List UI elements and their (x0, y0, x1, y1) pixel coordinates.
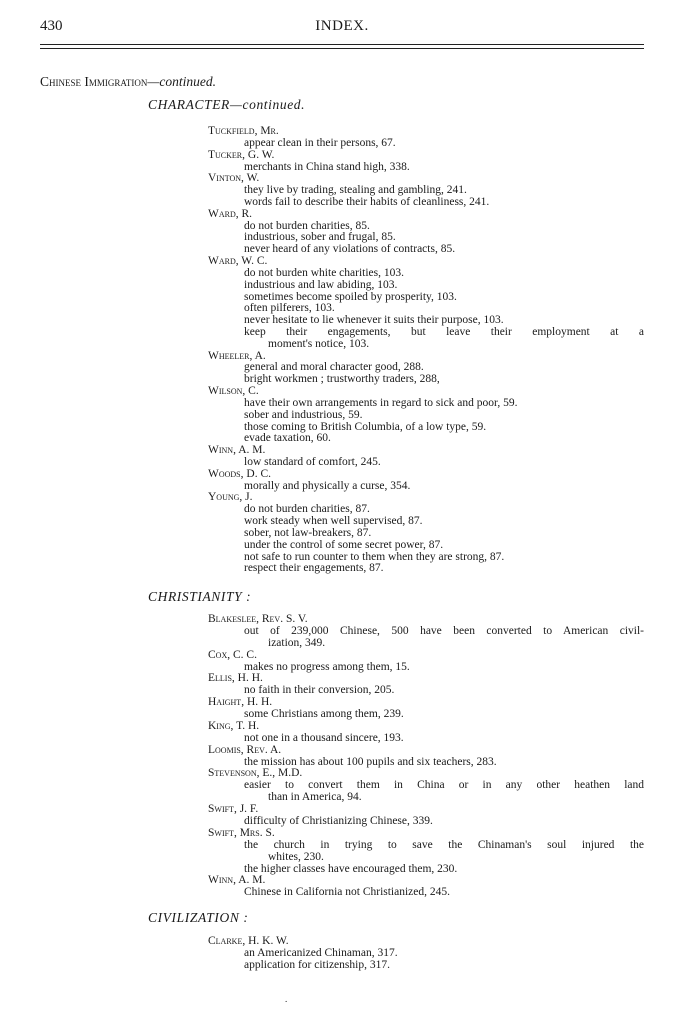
header-rule-top (40, 44, 644, 45)
entry-line: those coming to British Columbia, of a low type, 59. (244, 420, 487, 433)
footer-mark: . (285, 994, 288, 1004)
entry-line: respect their engagements, 87. (244, 562, 384, 575)
entry-line: moment's notice, 103. (268, 337, 370, 350)
entry-line: morally and physically a curse, 354. (244, 479, 411, 492)
entry-name: Cox, C. C. (208, 648, 257, 661)
entry-line: than in America, 94. (268, 791, 362, 804)
entry-line: the higher classes have encouraged them, 230. (244, 862, 458, 875)
entry-line: never heard of any violations of contracts, 85. (244, 243, 456, 256)
entry-line: merchants in China stand high, 338. (244, 160, 410, 173)
entry-name: Swift, Mrs. S. (208, 826, 275, 839)
section-heading: CHARACTER—continued. (148, 97, 306, 112)
entry-line: sober, not law-breakers, 87. (244, 526, 372, 539)
entry-name: Tuckfield, Mr. (208, 125, 279, 137)
entry-line: never hesitate to lie whenever it suits their purpose, 103. (244, 314, 504, 327)
entry-line: do not burden charities, 87. (244, 503, 370, 516)
entry-line: sober and industrious, 59. (244, 408, 363, 421)
entry-line: some Christians among them, 239. (244, 708, 404, 720)
header-rule-bottom (40, 48, 644, 49)
entry-name: Haight, H. H. (208, 696, 273, 709)
entry-line: general and moral character good, 288. (244, 361, 424, 374)
entry-line: evade taxation, 60. (244, 432, 331, 445)
entry-name: Blakeslee, Rev. S. V. (208, 613, 308, 625)
entry-name: Winn, A. M. (208, 874, 266, 887)
entry-line: ization, 349. (268, 636, 326, 649)
entry-name: King, T. H. (208, 719, 260, 732)
entry-name: Wheeler, A. (208, 349, 266, 362)
entry-line: out of 239,000 Chinese, 500 have been converted to American civil- (244, 624, 644, 637)
entry-name: Wilson, C. (208, 385, 259, 397)
entry-line: Chinese in California not Christianized, 245. (244, 886, 451, 899)
entry-name: Vinton, W. (208, 172, 260, 185)
entry-line: under the control of some secret power, 87. (244, 538, 444, 551)
entry-line: an Americanized Chinaman, 317. (244, 947, 398, 959)
entry-line: they live by trading, stealing and gambling, 241. (244, 184, 467, 197)
page-number: 430 (40, 18, 63, 34)
entry-line: the mission has about 100 pupils and six teachers, 283. (244, 755, 497, 768)
entry-line: easier to convert them in China or in any other heathen land (244, 779, 644, 792)
entry-line: work steady when well supervised, 87. (244, 515, 423, 528)
main-heading-term: Chinese Immigration (40, 74, 148, 89)
entry-name: Tucker, G. W. (208, 148, 275, 161)
entry-line: not one in a thousand sincere, 193. (244, 731, 404, 744)
entry-name: Young, J. (208, 491, 253, 504)
entry-name: Stevenson, E., M.D. (208, 767, 303, 780)
entry-line: do not burden charities, 85. (244, 219, 370, 232)
entry-line: have their own arrangements in regard to sick and poor, 59. (244, 396, 518, 409)
entry-line: sometimes become spoiled by prosperity, 103. (244, 290, 457, 303)
running-header (40, 18, 644, 40)
entry-name: Loomis, Rev. A. (208, 743, 282, 756)
entry-line: no faith in their conversion, 205. (244, 684, 395, 697)
entry-line: not safe to run counter to them when they are strong, 87. (244, 550, 505, 563)
section-heading: CIVILIZATION : (148, 910, 249, 925)
entry-line: whites, 230. (268, 850, 324, 863)
main-heading (40, 74, 216, 90)
entry-line: difficulty of Christianizing Chinese, 339. (244, 815, 433, 827)
entry-line: words fail to describe their habits of cleanliness, 241. (244, 195, 490, 208)
entry-name: Woods, D. C. (208, 467, 271, 480)
entry-line: bright workmen ; trustworthy traders, 288, (244, 373, 440, 386)
entry-name: Swift, J. F. (208, 803, 259, 816)
section-heading: CHRISTIANITY : (148, 589, 252, 604)
entry-line: low standard of comfort, 245. (244, 456, 381, 468)
main-heading-suffix: —continued. (147, 74, 216, 89)
entry-name: Ward, W. C. (208, 255, 268, 267)
entry-name: Winn, A. M. (208, 444, 266, 457)
entry-line: makes no progress among them, 15. (244, 660, 410, 673)
entry-line: keep their engagements, but leave their employment at a (244, 325, 644, 338)
entry-line: industrious, sober and frugal, 85. (244, 231, 396, 244)
entry-name: Clarke, H. K. W. (208, 935, 289, 947)
entry-line: appear clean in their persons, 67. (244, 136, 396, 149)
entry-name: Ellis, H. H. (208, 672, 263, 685)
page-title: INDEX. (315, 18, 369, 34)
entry-line: often pilferers, 103. (244, 302, 335, 315)
entry-name: Ward, R. (208, 207, 253, 220)
entry-line: application for citizenship, 317. (244, 959, 390, 971)
entry-line: industrious and law abiding, 103. (244, 278, 398, 291)
entry-line: do not burden white charities, 103. (244, 266, 405, 279)
entry-line: the church in trying to save the Chinaman's soul injured the (244, 838, 644, 851)
